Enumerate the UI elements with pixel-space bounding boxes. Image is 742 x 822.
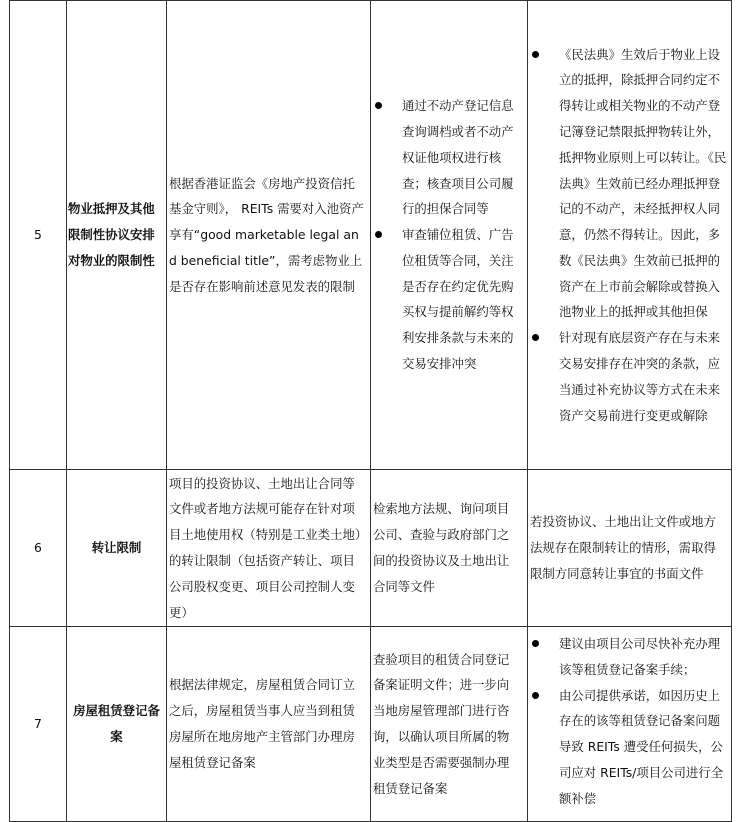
legal-requirement: 根据法律规定，房屋租赁合同订立之后，房屋租赁当事人应当到租赁房屋所在地房地产主管部门办理房屋租赁登记备案 xyxy=(167,627,371,822)
list-item: 建议由项目公司尽快补充办理该等租赁登记备案手续； xyxy=(530,631,727,683)
issue-title: 房屋租赁登记备案 xyxy=(67,627,167,822)
issue-title: 物业抵押及其他限制性协议安排对物业的限制性 xyxy=(67,1,167,470)
list-item: 针对现有底层资产存在与未来交易安排存在冲突的条款，应当通过补充协议等方式在未来资产交易前进行变更或解除 xyxy=(530,325,727,428)
list-item: 通过不动产登记信息查询调档或者不动产权证他项权进行核查；核查项目公司履行的担保合同等 xyxy=(373,93,521,222)
check-list xyxy=(373,93,521,377)
list-item: 由公司提供承诺，如因历史上存在的该等租赁登记备案问题导致 REITs 遭受任何损失，公司应对 REITs/项目公司进行全额补偿 xyxy=(530,683,727,812)
row-number: 5 xyxy=(10,1,67,470)
legal-requirement: 项目的投资协议、土地出让合同等文件或者地方法规可能存在针对项目土地使用权（特别是工业类土地）的转让限制（包括资产转让、项目公司股权变更、项目公司控制人变更） xyxy=(167,470,371,627)
legal-issues-table xyxy=(9,0,732,822)
row-number: 6 xyxy=(10,470,67,627)
solutions xyxy=(528,1,732,470)
table-row xyxy=(10,627,732,822)
list-item: 审查铺位租赁、广告位租赁等合同，关注是否存在约定优先购买权与提前解约等权利安排条款与未来的交易安排冲突 xyxy=(373,222,521,377)
legal-requirement: 根据香港证监会《房地产投资信托基金守则》， REITs 需要对入池资产享有“good marketable legal and beneficial title”，需考虑物业上是否存在影响前述意见发表的限制 xyxy=(167,1,371,470)
issue-title: 转让限制 xyxy=(67,470,167,627)
due-diligence-checks: 检索地方法规、询问项目公司、查验与政府部门之间的投资协议及土地出让合同等文件 xyxy=(371,470,528,627)
solution-list xyxy=(530,42,727,429)
solutions xyxy=(528,627,732,822)
due-diligence-checks xyxy=(371,1,528,470)
solution-list xyxy=(530,631,727,812)
table-row xyxy=(10,470,732,627)
solutions: 若投资协议、土地出让文件或地方法规存在限制转让的情形，需取得限制方同意转让事宜的书面文件 xyxy=(528,470,732,627)
due-diligence-checks: 查验项目的租赁合同登记备案证明文件；进一步向当地房屋管理部门进行咨询，以确认项目所属的物业类型是否需要强制办理租赁登记备案 xyxy=(371,627,528,822)
table-row xyxy=(10,1,732,470)
row-number: 7 xyxy=(10,627,67,822)
list-item: 《民法典》生效后于物业上设立的抵押，除抵押合同约定不得转让或相关物业的不动产登记簿登记禁限抵押物转让外，抵押物业原则上可以转让。《民法典》生效前已经办理抵押登记的不动产，未经抵押权人同意，仍然不得转让。因此，多数《民法典》生效前已抵押的资产在上市前会解除或替换入池物业上的抵押或其他担保 xyxy=(530,42,727,326)
